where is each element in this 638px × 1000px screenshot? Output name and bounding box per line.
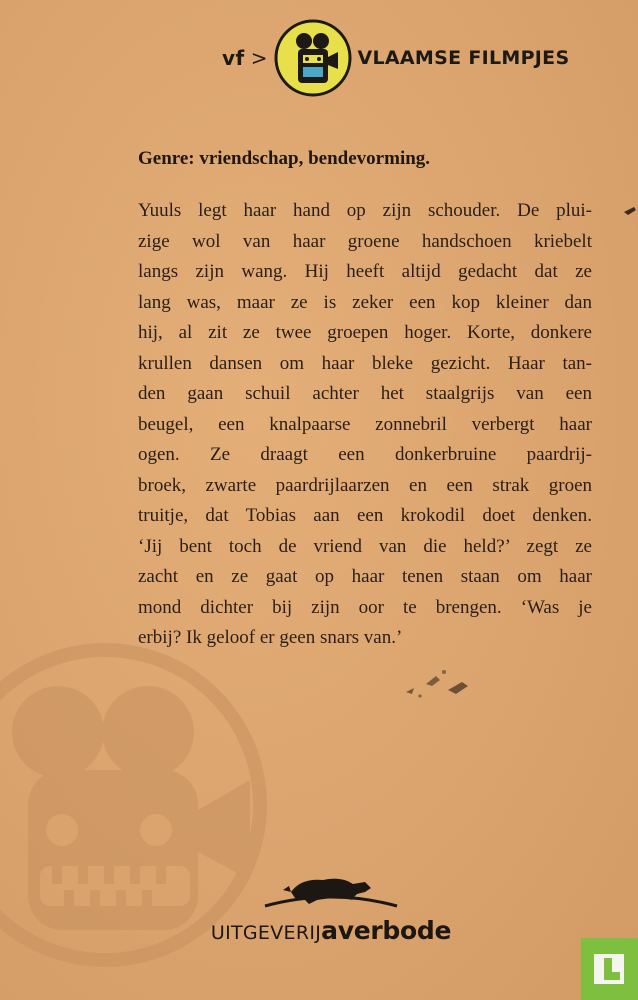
blurb-line: den gaan schuil achter het staalgrijs van een xyxy=(138,383,592,404)
blurb-line: lang was, maar ze is zeker een kop kleiner dan xyxy=(138,291,592,313)
blurb-line: hij, al zit ze twee groepen hoger. Korte, donkere xyxy=(138,322,592,343)
blurb-text xyxy=(138,196,592,654)
series-title: VLAAMSE FILMPJES xyxy=(357,47,570,69)
blurb-line: Yuuls legt haar hand op zijn schouder. De plui- xyxy=(138,200,592,221)
corner-mark xyxy=(622,204,638,218)
series-arrow: > xyxy=(250,46,268,70)
blurb-line: ‘Jij bent toch de vriend van die held?’ zegt ze xyxy=(138,535,592,557)
genre-line: Genre: vriendschap, bendevorming. xyxy=(138,148,431,169)
blurb-line: krullen dansen om haar bleke gezicht. Haar tan- xyxy=(138,352,592,374)
blurb-line: erbij? Ik geloof er geen snars van.’ xyxy=(138,627,403,648)
blurb-line: beugel, een knalpaarse zonnebril verbergt haar xyxy=(138,413,592,435)
library-sticker-icon xyxy=(581,938,638,1000)
publisher-logo xyxy=(206,868,456,958)
blurb-line: zige wol van haar groene handschoen kriebelt xyxy=(138,230,592,252)
publisher-brand: averbode xyxy=(321,916,452,945)
publisher-name xyxy=(206,916,456,945)
blurb-line: langs zijn wang. Hij heeft altijd gedacht dat ze xyxy=(138,261,592,282)
blurb-line: zacht en ze gaat op haar tenen staan om haar xyxy=(138,566,592,587)
series-header xyxy=(222,18,622,98)
series-abbrev: vf xyxy=(222,46,245,70)
blurb-line: broek, zwarte paardrijlaarzen en een strak groen xyxy=(138,474,592,496)
blurb-line: mond dichter bij zijn oor te brengen. ‘Was je xyxy=(138,596,592,618)
publisher-prefix: UITGEVERIJ xyxy=(210,922,322,944)
boar-icon xyxy=(261,868,401,914)
blurb-line: ogen. Ze draagt een donkerbruine paardrij- xyxy=(138,444,592,465)
ink-stain xyxy=(396,664,486,704)
film-camera-badge-icon xyxy=(274,19,352,97)
blurb-line: truitje, dat Tobias aan een krokodil doet denken. xyxy=(138,505,592,526)
